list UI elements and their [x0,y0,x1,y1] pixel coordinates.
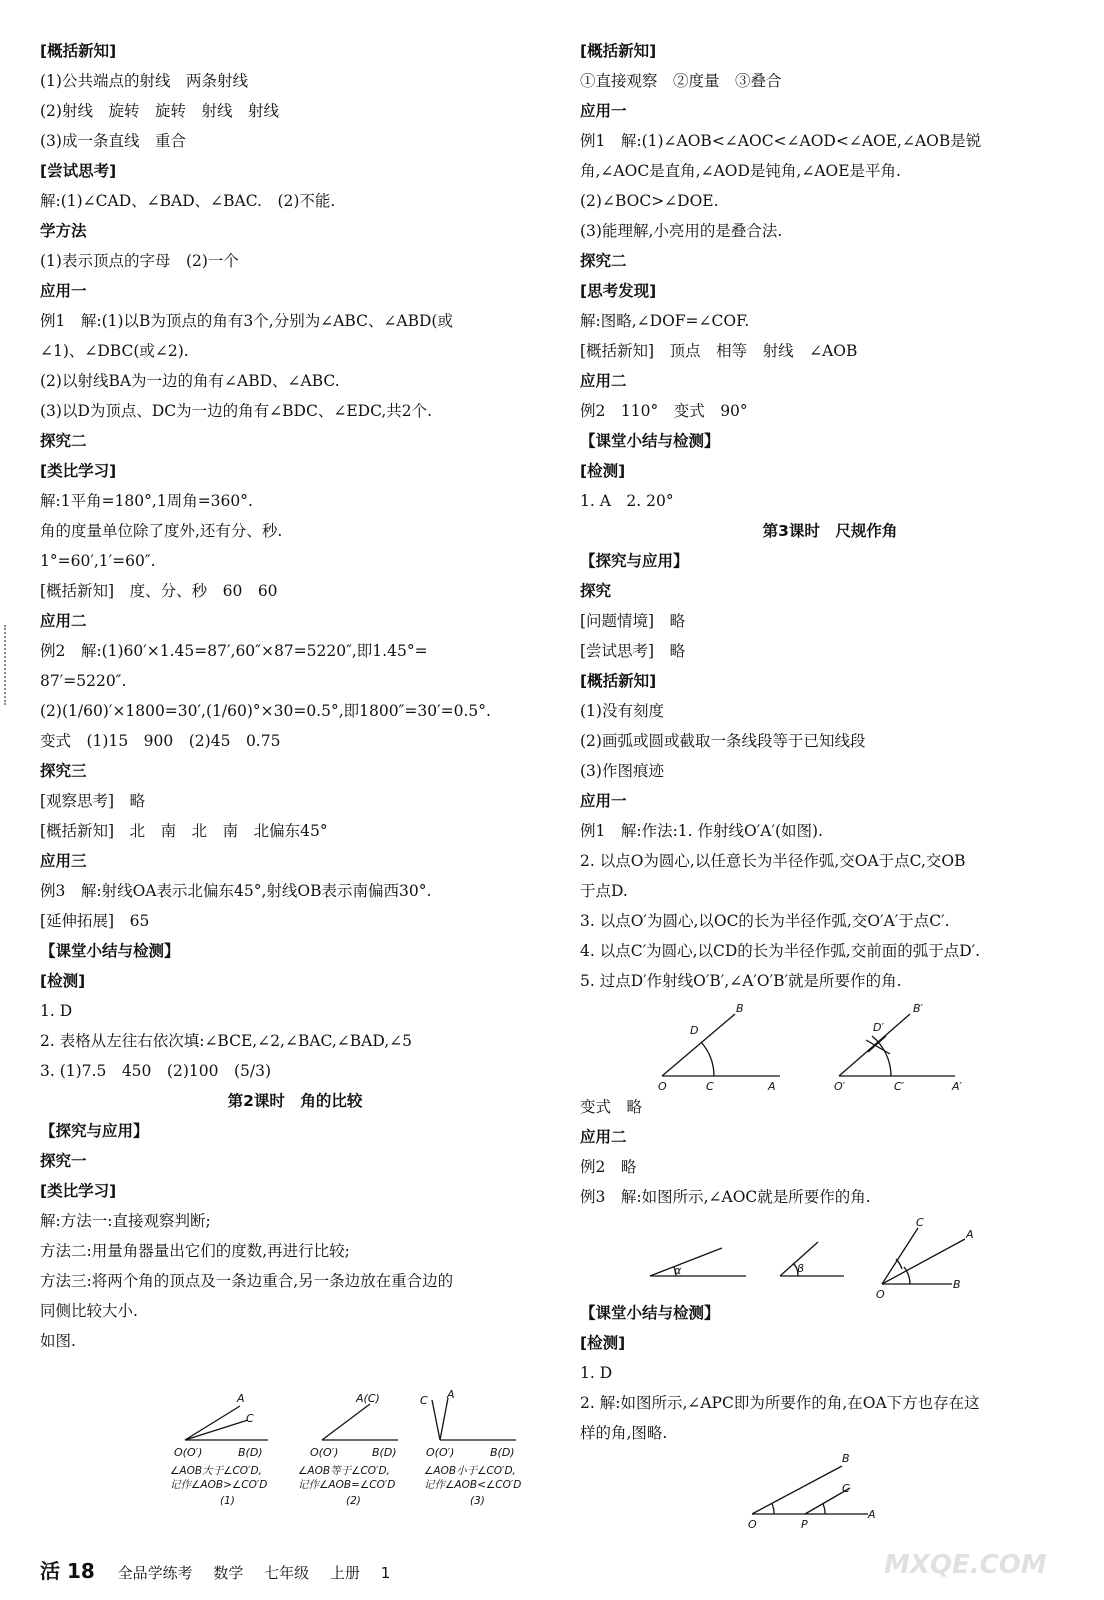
caption-3b: 记作∠AOB<∠CO′D [424,1479,522,1491]
figure-angle-comparison-svg [40,1390,550,1510]
text-line: [概括新知] 度、分、秒 60 60 [40,582,278,600]
svg-text:B(D): B(D) [238,1446,263,1459]
figure-angle-comparison [40,1390,550,1510]
svg-text:C: C [916,1216,924,1229]
subheading: 应用二 [580,372,627,390]
text-line: 3. 以点O′为圆心,以OC的长为半径作弧,交O′A′于点C′. [580,912,950,930]
subheading: 学方法 [40,222,87,240]
caption-1-num: (1) [220,1495,235,1507]
svg-text:B(D): B(D) [372,1446,397,1459]
subheading: 【探究与应用】 [580,552,689,570]
caption-3-num: (3) [470,1495,485,1507]
text-line: ∠1)、∠DBC(或∠2). [40,342,189,360]
text-line: (3)作图痕迹 [580,762,664,780]
svg-text:B: B [736,1002,744,1015]
section-heading: 第2课时 角的比较 [227,1092,363,1110]
text-line: [延伸拓展] 65 [40,912,150,930]
subheading: 探究一 [40,1152,87,1170]
text-line: (2)以射线BA为一边的角有∠ABD、∠ABC. [40,372,340,390]
text-line: 例3 解:射线OA表示北偏东45°,射线OB表示南偏西30°. [40,882,432,900]
caption-2b: 记作∠AOB=∠CO′D [298,1479,396,1491]
svg-text:B′: B′ [913,1002,924,1015]
subheading: 探究三 [40,762,87,780]
left-column [40,36,550,1356]
text-line: 例1 解:作法:1. 作射线O′A′(如图). [580,822,823,840]
svg-text:β: β [797,1262,805,1275]
svg-text:B: B [842,1452,850,1465]
text-line: 变式 略 [580,1098,643,1116]
footer-grade: 七年级 [264,1564,310,1582]
svg-text:C: C [842,1482,850,1495]
text-line: 方法二:用量角器量出它们的度数,再进行比较; [40,1242,350,1260]
subheading: 应用一 [580,792,627,810]
text-line: [概括新知] 顶点 相等 射线 ∠AOB [580,342,858,360]
text-line: (2)画弧或圆或截取一条线段等于已知线段 [580,732,866,750]
text-line: 例1 解:(1)以B为顶点的角有3个,分别为∠ABC、∠ABD(或 [40,312,453,330]
text-line: 例2 110° 变式 90° [580,402,748,420]
subheading: 应用三 [40,852,87,870]
text-line: 4. 以点C′为圆心,以CD的长为半径作弧,交前面的弧于点D′. [580,942,981,960]
text-line: [概括新知] 北 南 北 南 北偏东45° [40,822,328,840]
svg-text:D: D [690,1024,699,1037]
text-line: 1. A 2. 20° [580,492,674,510]
text-line: 解:图略,∠DOF=∠COF. [580,312,750,330]
text-line: 解:(1)∠CAD、∠BAD、∠BAC. (2)不能. [40,192,336,210]
svg-text:A: A [237,1392,245,1405]
text-line: 角,∠AOC是直角,∠AOD是钝角,∠AOE是平角. [580,162,901,180]
svg-text:A: A [447,1390,455,1401]
svg-text:B: B [953,1278,961,1291]
text-line: 如图. [40,1332,76,1350]
text-line: 3. (1)7.5 450 (2)100 (5/3) [40,1062,271,1080]
caption-2-num: (2) [346,1495,361,1507]
subheading: [尝试思考] [40,162,117,180]
watermark-text: MXQE.COM [884,1550,1047,1580]
text-line: 5. 过点D′作射线O′B′,∠A′O′B′就是所要作的角. [580,972,902,990]
svg-text:A: A [768,1080,776,1092]
subheading: [类比学习] [40,462,117,480]
caption-1b: 记作∠AOB>∠CO′D [170,1479,268,1491]
subheading: 探究二 [580,252,627,270]
subheading: [思考发现] [580,282,657,300]
footer-subject: 数学 [213,1564,244,1582]
text-line: 角的度量单位除了度外,还有分、秒. [40,522,283,540]
svg-text:C: C [420,1394,428,1407]
text-line: 于点D. [580,882,628,900]
subheading: 应用一 [580,102,627,120]
text-line: 变式 (1)15 900 (2)45 0.75 [40,732,281,750]
text-line: 例2 略 [580,1158,637,1176]
text-line: 2. 以点O为圆心,以任意长为半径作弧,交OA于点C,交OB [580,852,966,870]
caption-2a: ∠AOB等于∠CO′D, [298,1465,390,1477]
subheading: 探究 [580,582,612,600]
svg-text:α: α [674,1264,682,1277]
text-line: (1)公共端点的射线 两条射线 [40,72,248,90]
right-column-part-1 [580,36,1080,996]
svg-text:D′: D′ [873,1021,884,1034]
subheading: 【课堂小结与检测】 [580,432,720,450]
text-line: (3)能理解,小亮用的是叠合法. [580,222,783,240]
section-heading: 第3课时 尺规作角 [762,522,898,540]
subheading: [概括新知] [580,672,657,690]
subheading: 探究二 [40,432,87,450]
text-line: (1)表示顶点的字母 (2)一个 [40,252,239,270]
page-number: 活 18 [40,1559,95,1583]
caption-3a: ∠AOB小于∠CO′D, [424,1465,516,1477]
figure-example-3-svg [580,1212,1080,1298]
text-line: [尝试思考] 略 [580,642,686,660]
footer-volume: 上册 [329,1564,360,1582]
text-line: 解:方法一:直接观察判断; [40,1212,211,1230]
text-line: [问题情境] 略 [580,612,686,630]
text-line: 例2 解:(1)60′×1.45=87′,60″×87=5220″,即1.45°= [40,642,428,660]
subheading: 应用二 [580,1128,627,1146]
subheading: 应用一 [40,282,87,300]
svg-text:A′: A′ [952,1080,963,1092]
subheading: 应用二 [40,612,87,630]
text-line: 1. D [40,1002,73,1020]
svg-text:O(O′): O(O′) [310,1446,339,1459]
caption-1a: ∠AOB大于∠CO′D, [170,1465,262,1477]
watermark-logo [874,1515,1074,1585]
subheading: [检测] [580,1334,626,1352]
svg-text:C: C [246,1412,254,1425]
text-line: 2. 解:如图所示,∠APC即为所要作的角,在OA下方也存在这 [580,1394,980,1412]
text-line: 例1 解:(1)∠AOB<∠AOC<∠AOD<∠AOE,∠AOB是锐 [580,132,982,150]
text-line: [观察思考] 略 [40,792,146,810]
text-line: (2)∠BOC>∠DOE. [580,192,719,210]
text-line: 1. D [580,1364,613,1382]
subheading: 【探究与应用】 [40,1122,149,1140]
svg-text:A: A [966,1228,974,1241]
figure-example-3 [580,1212,1080,1298]
page-footer [40,1555,406,1584]
text-line: (3)成一条直线 重合 [40,132,186,150]
text-line: 方法三:将两个角的顶点及一条边重合,另一条边放在重合边的 [40,1272,454,1290]
subheading: 【课堂小结与检测】 [580,1304,720,1322]
subheading: [概括新知] [40,42,117,60]
text-line: (1)没有刻度 [580,702,664,720]
text-line: (2)(1/60)′×1800=30′,(1/60)°×30=0.5°,即1800″=30′=0.5°. [40,702,491,720]
right-column-part-3 [580,1298,1080,1448]
figure-construct-angle [580,996,1080,1092]
svg-text:P: P [801,1518,808,1531]
text-line: (2)射线 旋转 旋转 射线 射线 [40,102,279,120]
subheading: 【课堂小结与检测】 [40,942,180,960]
svg-text:O(O′): O(O′) [174,1446,203,1459]
text-line: 样的角,图略. [580,1424,668,1442]
svg-text:A(C): A(C) [356,1392,380,1405]
text-line: ①直接观察 ②度量 ③叠合 [580,72,782,90]
text-line: 2. 表格从左往右依次填:∠BCE,∠2,∠BAC,∠BAD,∠5 [40,1032,413,1050]
text-line: (3)以D为顶点、DC为一边的角有∠BDC、∠EDC,共2个. [40,402,433,420]
svg-text:O(O′): O(O′) [426,1446,455,1459]
svg-text:C: C [706,1080,714,1092]
svg-text:B(D): B(D) [490,1446,515,1459]
right-column-part-2 [580,1092,1080,1212]
binding-marks [4,625,10,705]
footer-brand: 全品学练考 [117,1564,193,1582]
svg-text:O: O [876,1288,885,1298]
right-column [580,36,1080,1534]
subheading: [概括新知] [580,42,657,60]
svg-text:O: O [658,1080,667,1092]
subheading: [检测] [580,462,626,480]
svg-text:O′: O′ [834,1080,846,1092]
svg-text:C′: C′ [894,1080,905,1092]
text-line: 87′=5220″. [40,672,127,690]
text-line: 同侧比较大小. [40,1302,138,1320]
subheading: [类比学习] [40,1182,117,1200]
svg-text:O: O [748,1518,757,1531]
text-line: 1°=60′,1′=60″. [40,552,156,570]
text-line: 解:1平角=180°,1周角=360°. [40,492,253,510]
figure-construct-angle-svg [580,996,1080,1092]
svg-text:A: A [868,1508,876,1521]
footer-num: 1 [380,1564,391,1582]
subheading: [检测] [40,972,86,990]
text-line: 例3 解:如图所示,∠AOC就是所要作的角. [580,1188,871,1206]
